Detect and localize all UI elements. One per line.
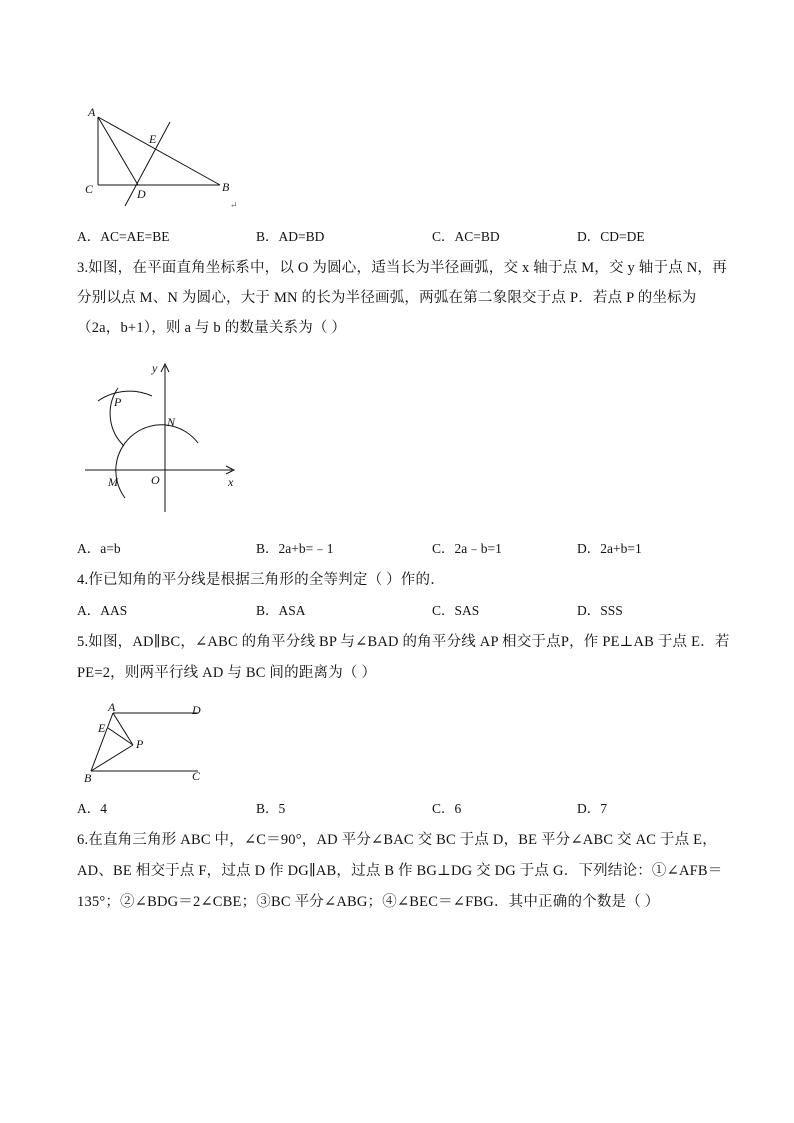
q5-option-b: B．5 [256,801,286,816]
q3-option-d: D．2a+b=1 [577,541,642,556]
q5-line-1: 5.如图，AD∥BC，∠ABC 的角平分线 BP 与∠BAD 的角平分线 AP 相交于点P，作 PE⊥AB 于点 E．若 [77,634,730,650]
label-a: A [108,700,116,714]
q2-option-c: C．AC=BD [432,229,500,244]
segment-pe [108,728,133,745]
q3-line-2: 分别以点 M、N 为圆心，大于 MN 的长为半径画弧，两弧在第二象限交于点 P．若点 P 的坐标为 [77,290,697,306]
label-n: N [167,415,176,429]
label-y: y [152,361,158,375]
q6-line-3: 135°；②∠BDG＝2∠CBE；③BC 平分∠ABG；④∠BEC＝∠FBG．其中正确的个数是（ ） [77,894,660,910]
label-p: P [136,737,144,751]
q3-line-1: 3.如图，在平面直角坐标系中，以 O 为圆心，适当长为半径画弧，交 x 轴于点 M，交 y 轴于点 N，再 [77,260,727,276]
label-b: B [84,771,92,785]
q4-option-d: D．SSS [577,603,623,618]
q2-option-b: B．AD=BD [256,229,325,244]
label-d: D [137,187,146,201]
triangle-figure-1 [80,100,240,215]
q2-option-d: D．CD=DE [577,229,645,244]
coordinate-figure [80,358,250,518]
q5-option-a: A．4 [77,801,107,816]
q4-option-c: C．SAS [432,603,480,618]
q5-option-d: D．7 [577,801,607,816]
q6-line-2: AD、BE 相交于点 F，过点 D 作 DG∥AB，过点 B 作 BG⊥DG 交 DG 于点 G．下列结论：①∠AFB＝ [77,863,723,879]
q4-option-b: B．ASA [256,603,306,618]
label-e: E [98,721,106,735]
arc-m [98,391,152,401]
label-c: C [85,182,94,196]
label-a: A [88,105,96,119]
label-b: B [222,180,230,194]
q6-line-1: 6.在直角三角形 ABC 中，∠C＝90°，AD 平分∠BAC 交 BC 于点 D，BE 平分∠ABC 交 AC 于点 E， [77,832,717,848]
label-e: E [149,132,157,146]
parallel-lines-figure [80,700,230,790]
q4-option-a: A．AAS [77,603,128,618]
label-m: M [108,475,118,489]
q3-option-b: B．2a+b=﹣1 [256,541,334,556]
q2-option-a: A．AC=AE=BE [77,229,170,244]
label-p: P [114,395,122,409]
segment-bp [91,745,133,771]
segment-ab [98,117,220,185]
q3-option-a: A．a=b [77,541,121,556]
arc-o [116,425,198,498]
q3-option-c: C．2a﹣b=1 [432,541,502,556]
q5-option-c: C．6 [432,801,462,816]
return-mark: ↵ [230,200,238,210]
segment-ap [113,713,133,745]
q4-text: 4.作已知角的平分线是根据三角形的全等判定（ ）作的． [77,572,445,588]
q3-line-3: （2a，b+1），则 a 与 b 的数量关系为（ ） [77,320,347,336]
label-c: C [192,769,201,783]
segment-ad [98,117,138,185]
segment-ed-line [125,122,170,206]
label-o: O [151,473,160,487]
label-x: x [228,475,234,489]
q5-line-2: PE=2，则两平行线 AD 与 BC 间的距离为（ ） [77,665,377,681]
label-d: D [192,703,201,717]
